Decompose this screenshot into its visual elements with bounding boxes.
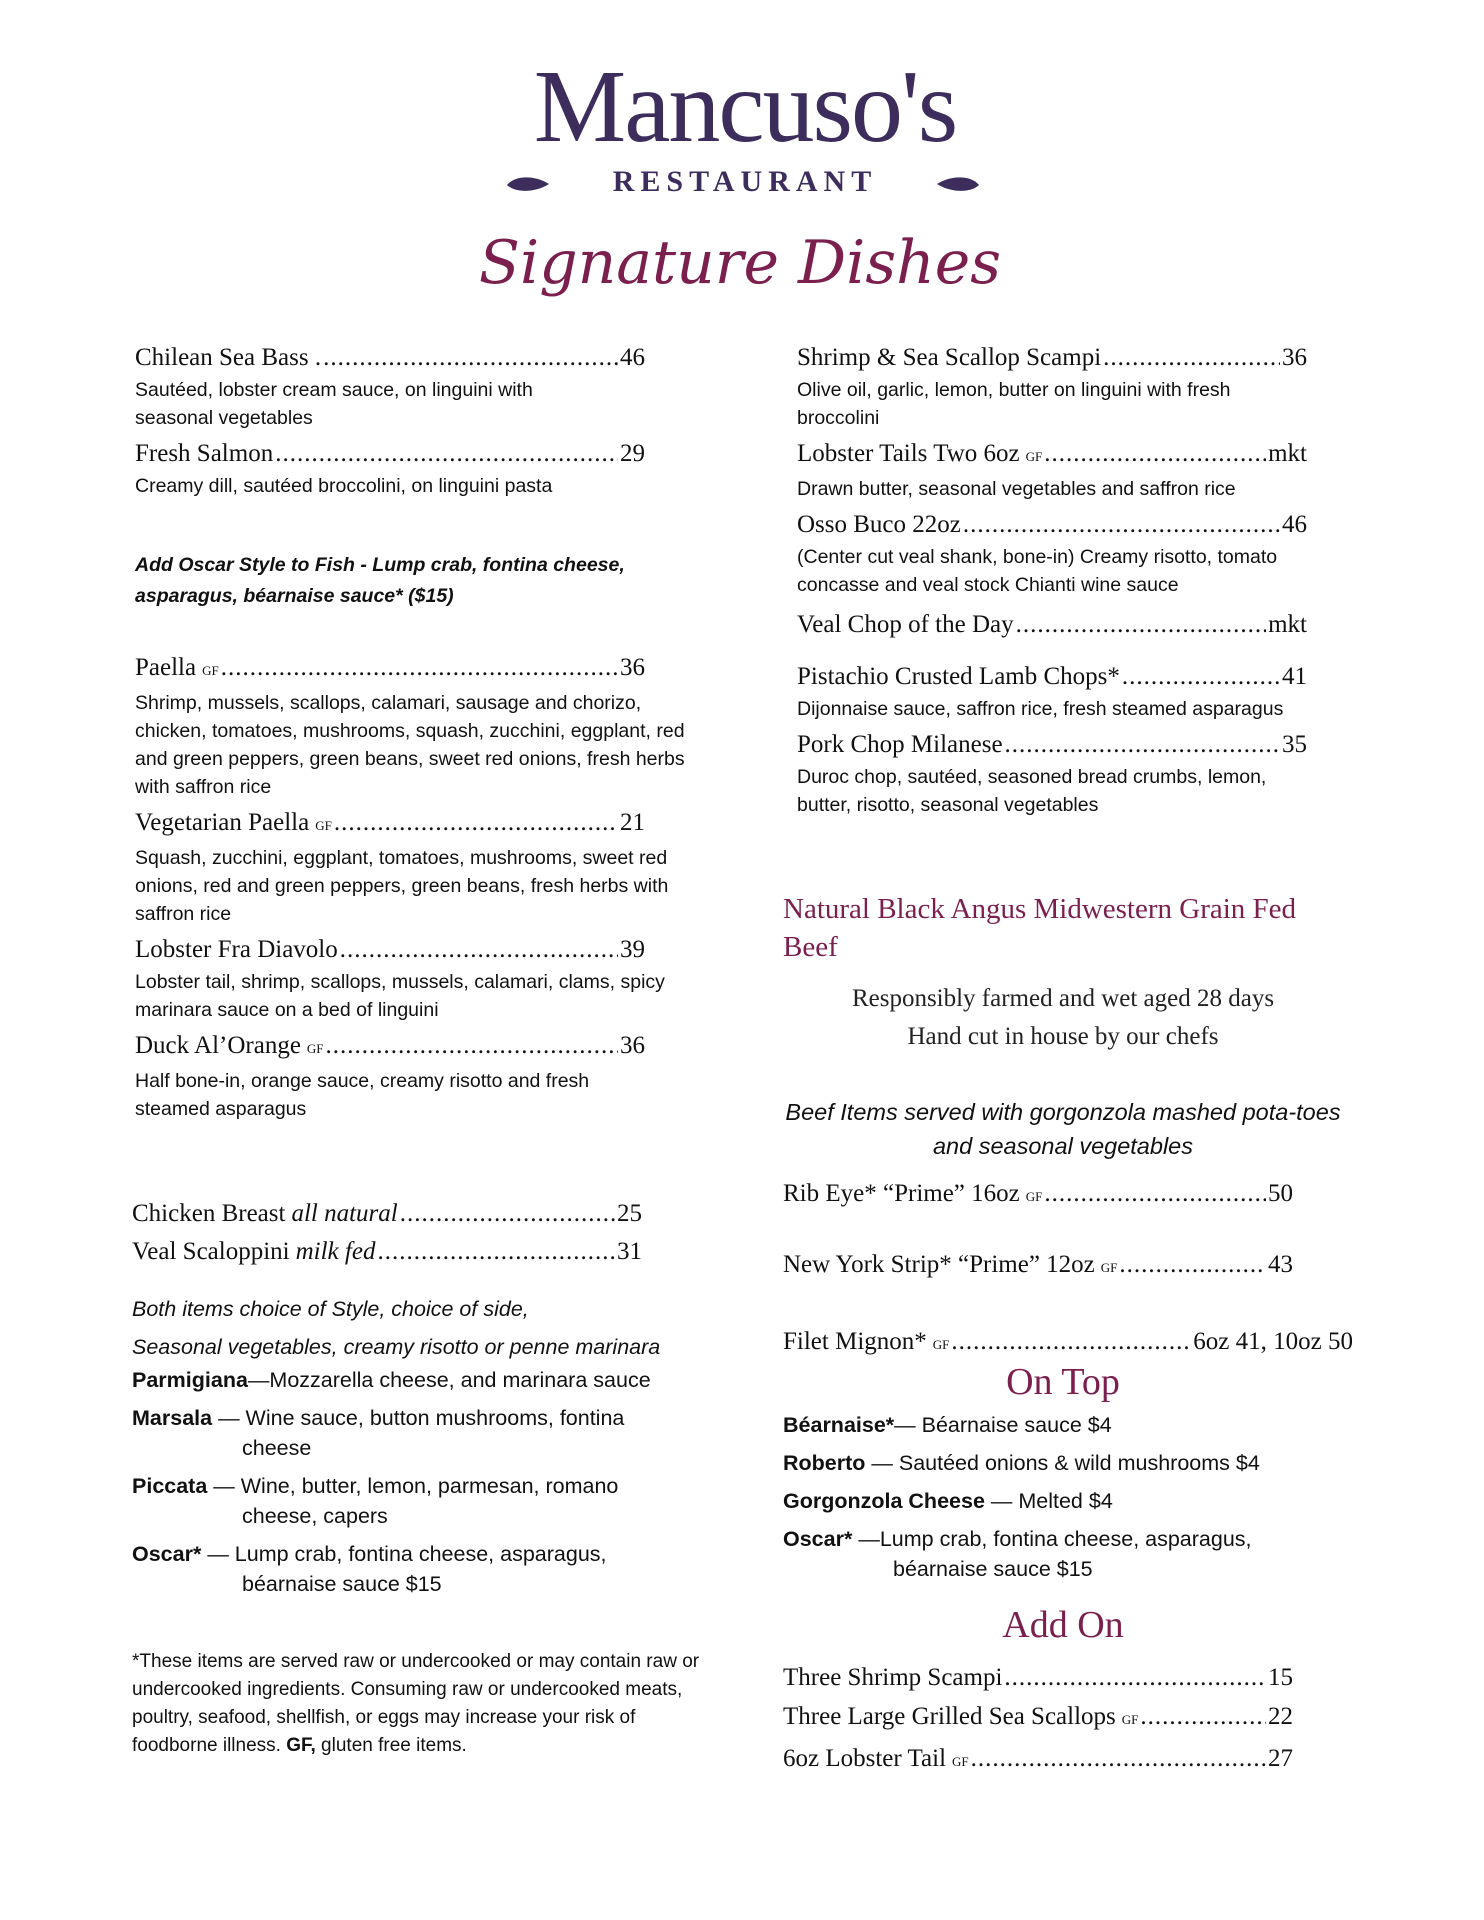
dish-name: Duck Al’Orange: [135, 1032, 301, 1059]
add-on-list: [783, 1662, 1293, 1778]
dish-price: 36: [620, 1032, 645, 1059]
dish-name: Chicken Breast: [132, 1200, 286, 1227]
dish-description: Lobster tail, shrimp, scallops, mussels, calamari, clams, spicy marinara sauce on a bed of linguini: [135, 971, 665, 1021]
dish-price: 46: [1282, 511, 1307, 538]
gluten-free-badge: GF: [1025, 449, 1043, 464]
menu-item: [135, 438, 645, 500]
menu-item: [797, 342, 1307, 432]
beef-description: [783, 980, 1343, 1056]
steak-list: [783, 1178, 1353, 1361]
gluten-free-badge: GF: [1121, 1712, 1139, 1727]
topping-item: Oscar* —Lump crab, fontina cheese, asparagus, béarnaise sauce $15: [783, 1527, 1252, 1581]
dish-name: Veal Scaloppini: [132, 1238, 290, 1265]
menu-item: [132, 1198, 642, 1230]
dish-name: Three Large Grilled Sea Scallops: [783, 1703, 1116, 1730]
dish-name: Chilean Sea Bass .: [135, 344, 322, 371]
dish-name: Fresh Salmon: [135, 440, 274, 467]
dish-price: 39: [620, 936, 645, 963]
dish-description: Drawn butter, seasonal vegetables and saffron rice: [797, 478, 1236, 500]
style-option: Oscar* — Lump crab, fontina cheese, asparagus, béarnaise sauce $15: [132, 1542, 607, 1596]
gluten-free-badge: GF: [1025, 1189, 1043, 1204]
dish-name: Pork Chop Milanese: [797, 731, 1003, 758]
steak-item: [783, 1326, 1353, 1361]
menu-item: [797, 509, 1307, 599]
dish-price: 31: [617, 1238, 642, 1265]
menu-item: [797, 661, 1307, 723]
oscar-style-note: Add Oscar Style to Fish - Lump crab, fontina cheese, asparagus, béarnaise sauce* ($15): [135, 554, 625, 607]
menu-item: [132, 1236, 642, 1268]
dish-price: mkt: [1268, 440, 1307, 467]
dish-price: 35: [1282, 731, 1307, 758]
menu-item: [797, 729, 1307, 819]
on-top-heading: On Top: [1006, 1361, 1120, 1403]
style-options-list: [132, 1365, 732, 1599]
gluten-free-badge: GF: [202, 663, 219, 678]
menu-item: [797, 438, 1307, 503]
dish-price: 46: [620, 344, 645, 371]
topping-item: Roberto — Sautéed onions & wild mushrooms $4: [783, 1451, 1260, 1475]
dish-price: 21: [620, 809, 645, 836]
style-option: Parmigiana—Mozzarella cheese, and marinara sauce: [132, 1368, 651, 1392]
dish-price: 15: [1268, 1664, 1293, 1691]
dish-price: 25: [617, 1200, 642, 1227]
beef-line: Hand cut in house by our chefs: [907, 1023, 1219, 1050]
dish-price: 36: [1282, 344, 1307, 371]
logo-name: Mancuso's: [533, 49, 957, 164]
dish-price: 22: [1268, 1703, 1293, 1730]
style-option: Marsala — Wine sauce, button mushrooms, fontina cheese: [132, 1406, 625, 1460]
dish-name: Three Shrimp Scampi: [783, 1664, 1003, 1691]
gluten-free-badge: GF: [932, 1337, 950, 1352]
style-note: [132, 1290, 732, 1366]
dish-price: 6oz 41, 10oz 50: [1193, 1328, 1353, 1355]
dish-description: Olive oil, garlic, lemon, butter on linguini with fresh broccolini: [797, 379, 1231, 429]
dish-name: Filet Mignon*: [783, 1328, 927, 1355]
dish-name: Pistachio Crusted Lamb Chops*: [797, 663, 1120, 690]
steak-item: [783, 1249, 1293, 1284]
dish-price: mkt: [1268, 611, 1307, 638]
add-on-item: [783, 1701, 1293, 1736]
dish-price: 50: [1268, 1180, 1293, 1207]
style-note-line: Both items choice of Style, choice of side,: [132, 1297, 529, 1321]
add-on-item: [783, 1662, 1293, 1694]
beef-line: Responsibly farmed and wet aged 28 days: [851, 985, 1275, 1012]
dish-description: (Center cut veal shank, bone-in) Creamy risotto, tomato concasse and veal stock Chianti wine sauce: [797, 546, 1278, 596]
dish-description: Duroc chop, sautéed, seasoned bread crumbs, lemon, butter, risotto, seasonal vegetables: [797, 766, 1267, 816]
dish-name: Lobster Tails Two 6oz: [797, 440, 1020, 467]
dish-description: Creamy dill, sautéed broccolini, on linguini pasta: [135, 475, 553, 497]
dish-price: 27: [1268, 1745, 1293, 1772]
beef-serving-note: Beef Items served with gorgonzola mashed pota-toes and seasonal vegetables: [785, 1099, 1341, 1159]
dish-name: Shrimp & Sea Scallop Scampi: [797, 344, 1102, 371]
menu-item: [797, 609, 1307, 641]
dish-name: Rib Eye* “Prime” 16oz: [783, 1180, 1020, 1207]
dish-name: Veal Chop of the Day: [797, 611, 1014, 638]
right-column-dishes: [797, 342, 1307, 819]
menu-item: [135, 934, 665, 1024]
beef-section-heading: Natural Black Angus Midwestern Grain Fed Beef: [783, 893, 1297, 963]
dish-name: Lobster Fra Diavolo: [135, 936, 338, 963]
shell-icon: [935, 173, 981, 195]
steak-item: [783, 1178, 1293, 1213]
dish-name: Vegetarian Paella: [135, 809, 310, 836]
dish-description: Shrimp, mussels, scallops, calamari, sausage and chorizo, chicken, tomatoes, mushrooms, squash, zucchini, eggplant, red and green peppers, green beans, sweet red onions, fresh herbs with saffron rice: [135, 692, 685, 798]
gf-label: GF,: [286, 1735, 316, 1756]
style-note-line: Seasonal vegetables, creamy risotto or penne marinara: [132, 1335, 661, 1359]
topping-item: Gorgonzola Cheese — Melted $4: [783, 1489, 1113, 1513]
menu-item: [135, 342, 645, 432]
gluten-free-badge: GF: [306, 1041, 324, 1056]
dish-description: Dijonnaise sauce, saffron rice, fresh steamed asparagus: [797, 698, 1284, 720]
dish-price: 43: [1268, 1251, 1293, 1278]
left-column-specials: [135, 652, 685, 1123]
style-option: Piccata — Wine, butter, lemon, parmesan, romano cheese, capers: [132, 1474, 619, 1528]
dish-name: Osso Buco 22oz: [797, 511, 961, 538]
gluten-free-badge: GF: [315, 818, 332, 833]
topping-item: Béarnaise*— Béarnaise sauce $4: [783, 1413, 1112, 1437]
gluten-free-badge: GF: [1100, 1260, 1118, 1275]
gluten-free-badge: GF: [952, 1754, 969, 1769]
add-on-item: [783, 1743, 1293, 1778]
logo-subtitle: RESTAURANT: [612, 165, 878, 198]
dish-name: 6oz Lobster Tail: [783, 1745, 947, 1772]
dish-description: Half bone-in, orange sauce, creamy risotto and fresh steamed asparagus: [135, 1070, 590, 1120]
left-column-seafood: [135, 342, 645, 500]
dish-price: 41: [1282, 663, 1307, 690]
add-on-heading: Add On: [1002, 1604, 1124, 1646]
menu-item: [135, 1030, 645, 1123]
dish-description: Squash, zucchini, eggplant, tomatoes, mushrooms, sweet red onions, red and green peppers, green beans, fresh herbs with saffron rice: [135, 847, 669, 925]
dish-price: 36: [620, 654, 645, 681]
dish-name: Paella: [135, 654, 197, 681]
footnote: *These items are served raw or undercooked or may contain raw or undercooked ingredients. Consuming raw or undercooked meats, poultry, seafood, shellfish, or eggs may increase your risk of foodborne illness. GF, gluten free items.: [132, 1651, 700, 1756]
dish-qualifier: milk fed: [295, 1238, 376, 1265]
toppings-list: [783, 1410, 1343, 1584]
page-title: Signature Dishes: [478, 228, 1002, 298]
menu-item: [135, 652, 685, 801]
dish-price: 29: [620, 440, 645, 467]
restaurant-logo: [505, 49, 985, 205]
dish-description: Sautéed, lobster cream sauce, on linguini with seasonal vegetables: [135, 379, 533, 429]
menu-item: [135, 807, 669, 928]
dish-qualifier: all natural: [291, 1200, 398, 1227]
left-column-poultry-veal: [132, 1198, 642, 1268]
dish-name: New York Strip* “Prime” 12oz: [783, 1251, 1095, 1278]
